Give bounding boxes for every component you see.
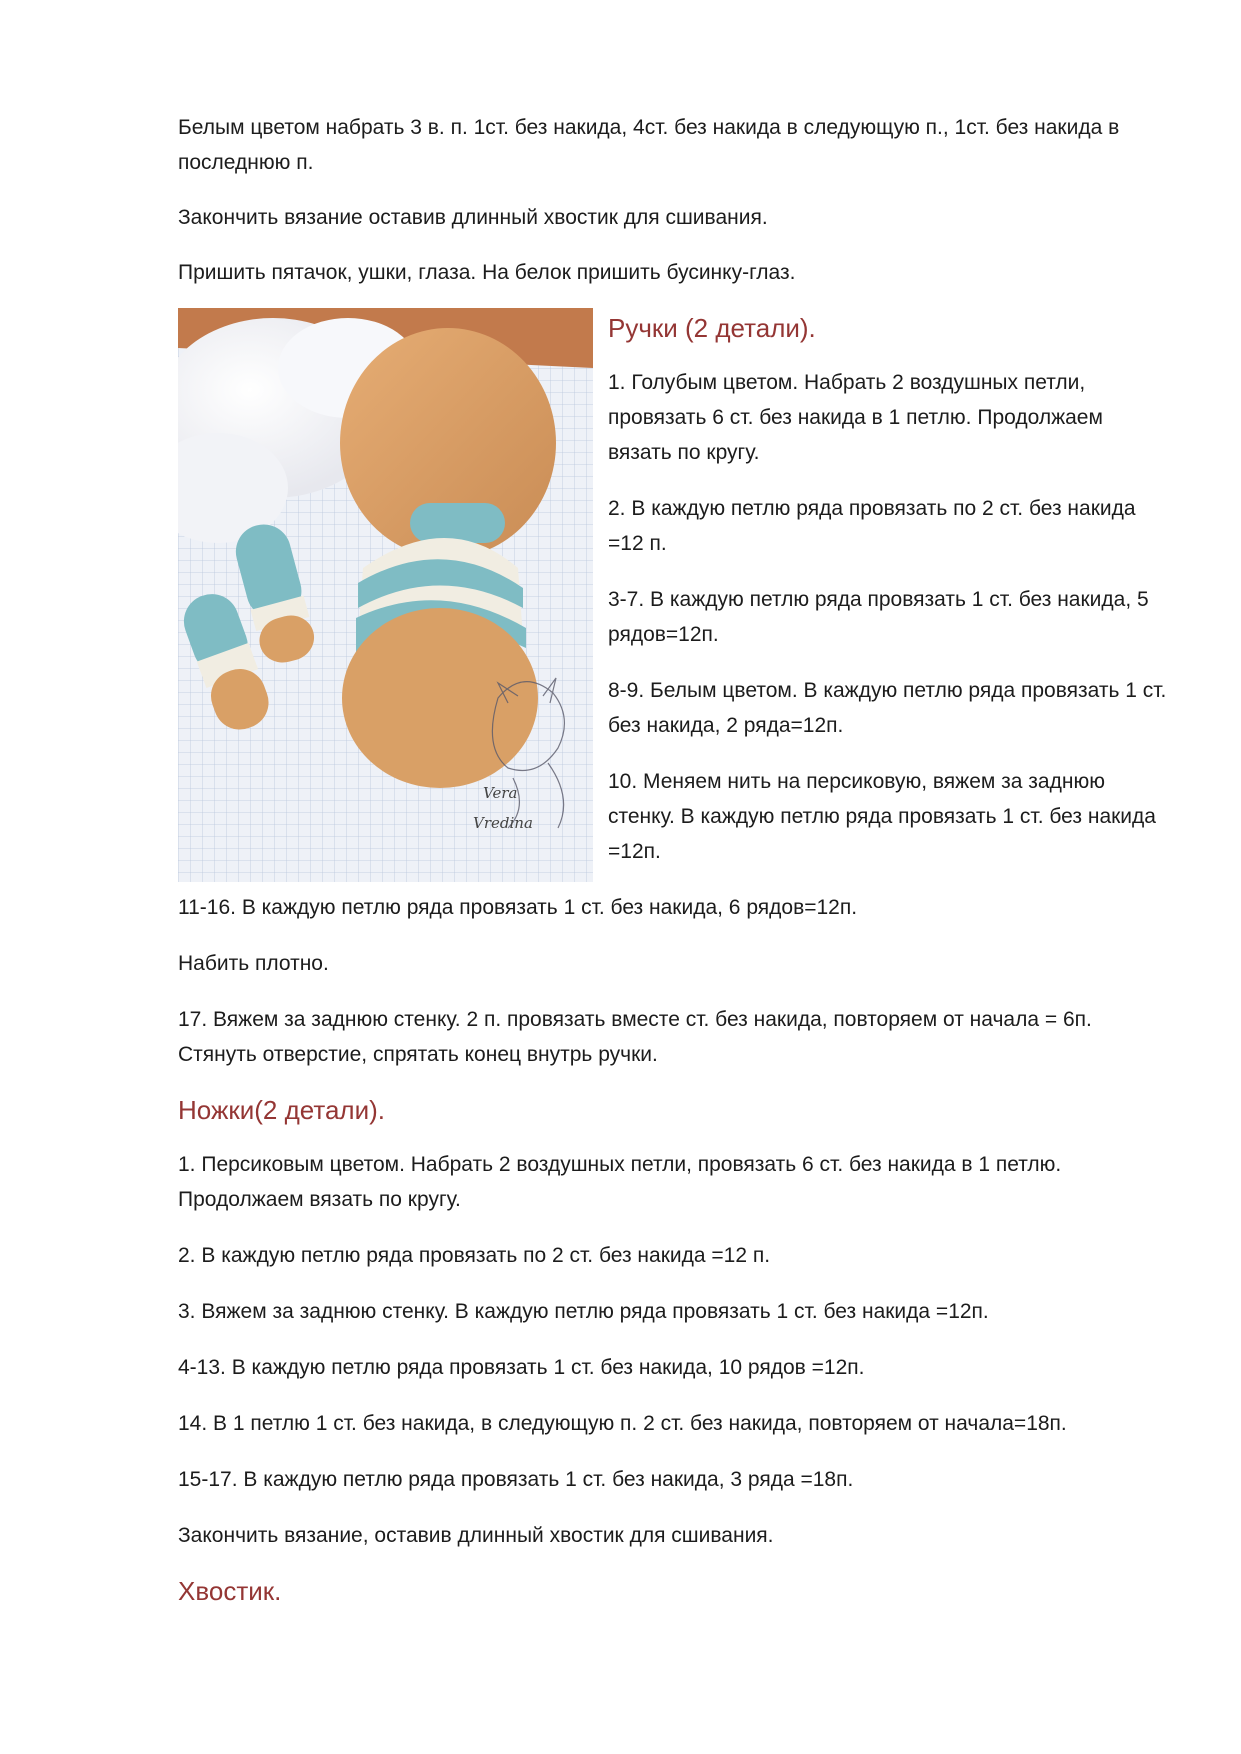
legs-step: 2. В каждую петлю ряда провязать по 2 ст. без накида =12 п. (178, 1244, 771, 1267)
legs-step: 14. В 1 петлю 1 ст. без накида, в следующую п. 2 ст. без накида, повторяем от начала=18п. (178, 1412, 1067, 1435)
arms-section (178, 308, 1167, 882)
intro-paragraph-3: Пришить пятачок, ушки, глаза. На белок пришить бусинку-глаз. (178, 261, 796, 284)
watermark-text-2: Vredina (473, 814, 533, 832)
legs-step: 3. Вяжем за заднюю стенку. В каждую петлю ряда провязать 1 ст. без накида =12п. (178, 1300, 989, 1323)
arms-step: 2. В каждую петлю ряда провязать по 2 ст. без накида =12 п. (608, 497, 1136, 555)
arms-step: 3-7. В каждую петлю ряда провязать 1 ст. без накида, 5 рядов=12п. (608, 588, 1149, 646)
arms-step: 10. Меняем нить на персиковую, вяжем за заднюю стенку. В каждую петлю ряда провязать 1 ст. без накида =12п. (608, 770, 1156, 863)
tail-heading: Хвостик. (178, 1576, 282, 1606)
legs-step: 1. Персиковым цветом. Набрать 2 воздушных петли, провязать 6 ст. без накида в 1 петлю. Продолжаем вязать по кругу. (178, 1153, 1062, 1211)
intro-paragraph-1: Белым цветом набрать 3 в. п. 1ст. без накида, 4ст. без накида в следующую п., 1ст. без накида в последнюю п. (178, 116, 1120, 174)
arms-steps-column (608, 311, 1168, 890)
arms-step: 8-9. Белым цветом. В каждую петлю ряда провязать 1 ст. без накида, 2 ряда=12п. (608, 679, 1167, 737)
arms-step: Набить плотно. (178, 952, 329, 975)
legs-heading: Ножки(2 детали). (178, 1095, 385, 1125)
intro-paragraph-2: Закончить вязание оставив длинный хвостик для сшивания. (178, 206, 768, 229)
arms-step: 1. Голубым цветом. Набрать 2 воздушных петли, провязать 6 ст. без накида в 1 петлю. Продолжаем вязать по кругу. (608, 371, 1103, 464)
legs-step: Закончить вязание, оставив длинный хвостик для сшивания. (178, 1524, 774, 1547)
legs-steps (178, 1147, 1158, 1608)
page-content (178, 110, 1167, 1608)
arms-continued (178, 890, 1158, 1127)
arms-heading: Ручки (2 детали). (608, 313, 816, 343)
arms-step: 11-16. В каждую петлю ряда провязать 1 ст. без накида, 6 рядов=12п. (178, 896, 858, 919)
arms-step: 17. Вяжем за заднюю стенку. 2 п. провязать вместе ст. без накида, повторяем от начала = 6п. Стянуть отверстие, спрятать конец внутрь ручки. (178, 1008, 1092, 1066)
legs-step: 15-17. В каждую петлю ряда провязать 1 ст. без накида, 3 ряда =18п. (178, 1468, 854, 1491)
legs-step: 4-13. В каждую петлю ряда провязать 1 ст. без накида, 10 рядов =12п. (178, 1356, 865, 1379)
crochet-doll-photo (178, 308, 593, 882)
watermark-text-1: Vera (483, 784, 518, 802)
